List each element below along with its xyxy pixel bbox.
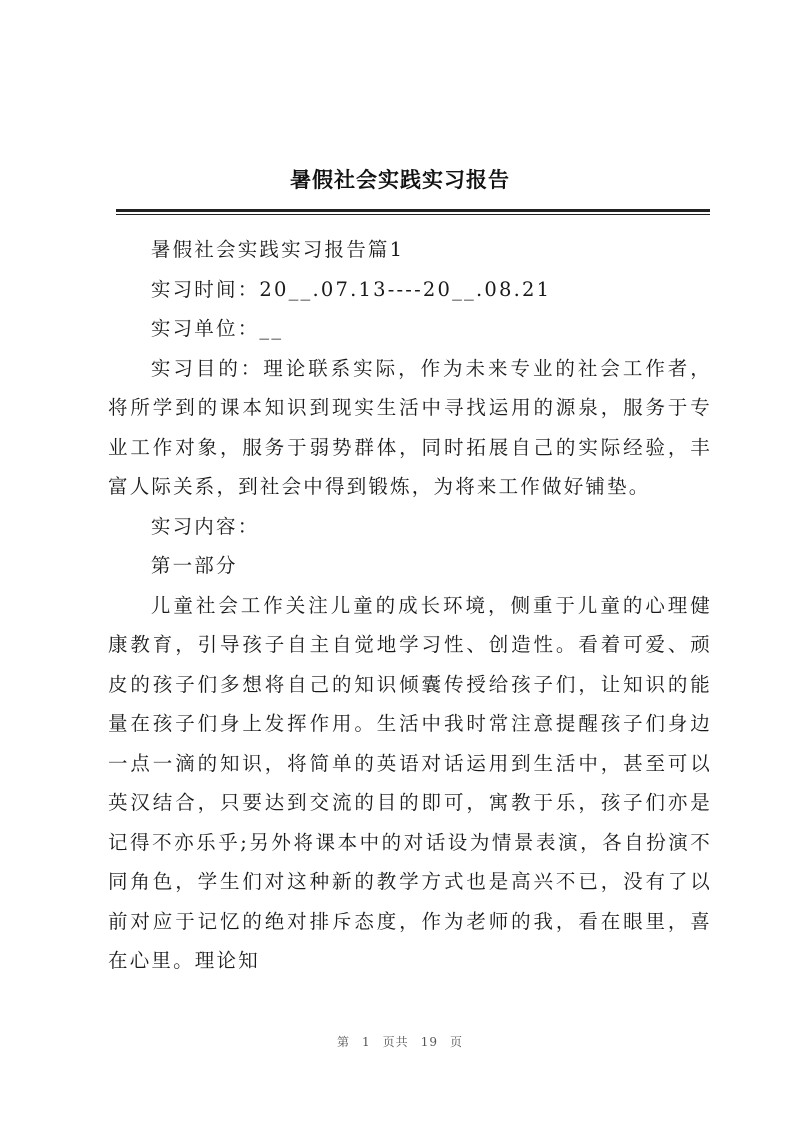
footer-suffix: 页 <box>449 1035 463 1049</box>
title-divider-thick <box>116 209 710 212</box>
part-one-body: 儿童社会工作关注儿童的成长环境，侧重于儿童的心理健康教育，引导孩子自主自觉地学习性、创造性。看着可爱、顽皮的孩子们多想将自己的知识倾囊传授给孩子们，让知识的能量在孩子们身上发挥作用。生活中我时常注意提醒孩子们身边一点一滴的知识，将简单的英语对话运用到生活中，甚至可以英汉结合，只要达到交流的目的即可，寓教于乐，孩子们亦是记得不亦乐乎;另外将课本中的对话设为情景表演，各自扮演不同角色，学生们对这种新的教学方式也是高兴不已，没有了以前对应于记忆的绝对排斥态度，作为老师的我，看在眼里，喜在心里。理论知 <box>108 593 712 972</box>
document-title: 暑假社会实践实习报告 <box>290 167 510 192</box>
part-one-heading: 第一部分 <box>150 554 238 577</box>
internship-period: 实习时间：20__.07.13----20__.08.21 <box>150 277 552 301</box>
internship-unit: 实习单位：__ <box>150 317 284 340</box>
footer-mid: 页共 <box>382 1035 409 1049</box>
page-footer <box>0 1033 800 1050</box>
section-heading: 暑假社会实践实习报告篇1 <box>150 238 405 261</box>
internship-content-label: 实习内容： <box>150 514 260 538</box>
internship-purpose: 实习目的：理论联系实际，作为未来专业的社会工作者，将所学到的课本知识到现实生活中寻找运用的源泉，服务于专业工作对象，服务于弱势群体，同时拓展自己的实际经验，丰富人际关系，到社会中得到锻炼，为将来工作做好铺垫。 <box>108 356 712 498</box>
footer-prefix: 第 <box>337 1035 351 1049</box>
footer-current-page: 1 <box>362 1035 371 1049</box>
footer-total-pages: 19 <box>420 1035 438 1049</box>
title-divider-thin <box>116 214 710 215</box>
document-body <box>108 230 712 981</box>
